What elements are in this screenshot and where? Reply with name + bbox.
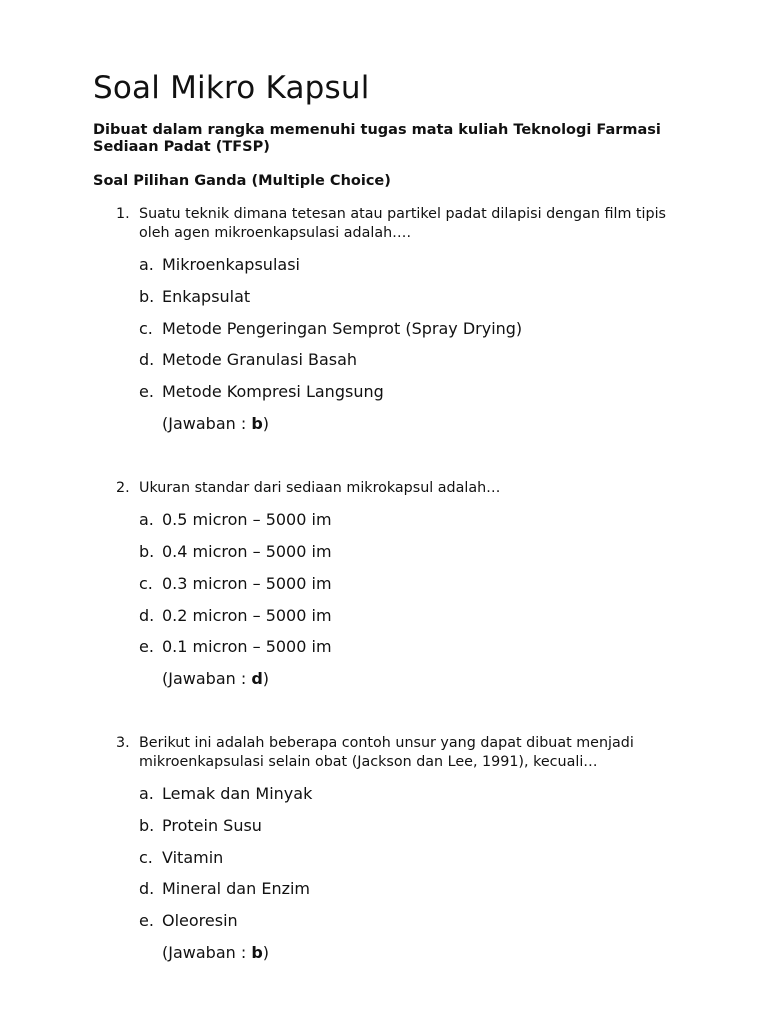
option-text: 0.2 micron – 5000 im — [162, 606, 332, 625]
option-text: Mikroenkapsulasi — [162, 255, 300, 274]
option-letter: d. — [139, 350, 155, 369]
option-letter: b. — [139, 287, 155, 306]
answer-key: d — [251, 669, 263, 688]
question-number: 3. — [116, 735, 130, 751]
option-letter: b. — [139, 816, 155, 835]
answer-suffix: ) — [262, 669, 270, 688]
option-text: Metode Kompresi Langsung — [162, 382, 384, 401]
option-letter: c. — [139, 574, 153, 593]
option-letter: a. — [139, 784, 154, 803]
option-text: Lemak dan Minyak — [162, 784, 313, 803]
option-letter: e. — [139, 637, 154, 656]
option-text: 0.4 micron – 5000 im — [162, 542, 332, 561]
question-text: Suatu teknik dimana tetesan atau partikel padat dilapisi dengan film tipis oleh agen mikroenkapsulasi adalah…. — [139, 206, 666, 241]
section-heading: Soal Pilihan Ganda (Multiple Choice) — [93, 173, 391, 189]
answer-line — [162, 415, 269, 433]
option-text: Oleoresin — [162, 911, 238, 930]
option-text: Metode Pengeringan Semprot (Spray Drying) — [162, 319, 523, 338]
option-text: 0.1 micron – 5000 im — [162, 637, 332, 656]
answer-suffix: ) — [262, 943, 270, 962]
answer-line — [162, 944, 269, 962]
option-text: Mineral dan Enzim — [162, 879, 311, 898]
answer-prefix: (Jawaban : — [162, 943, 252, 962]
option-text: Protein Susu — [162, 816, 262, 835]
answer-key: b — [251, 414, 263, 433]
option-letter: a. — [139, 255, 154, 274]
option-text: 0.5 micron – 5000 im — [162, 510, 332, 529]
document-title: Soal Mikro Kapsul — [93, 70, 370, 106]
question-text: Ukuran standar dari sediaan mikrokapsul adalah… — [139, 480, 501, 496]
option-letter: d. — [139, 879, 155, 898]
option-letter: c. — [139, 319, 153, 338]
answer-prefix: (Jawaban : — [162, 414, 252, 433]
answer-suffix: ) — [262, 414, 270, 433]
option-text: Vitamin — [162, 848, 224, 867]
option-text: Enkapsulat — [162, 287, 251, 306]
question-text: Berikut ini adalah beberapa contoh unsur yang dapat dibuat menjadi mikroenkapsulasi selain obat (Jackson dan Lee, 1991), kecuali… — [139, 735, 634, 770]
option-letter: c. — [139, 848, 153, 867]
option-text: 0.3 micron – 5000 im — [162, 574, 332, 593]
question-number: 2. — [116, 480, 130, 496]
answer-key: b — [251, 943, 263, 962]
option-letter: a. — [139, 510, 154, 529]
option-letter: e. — [139, 382, 154, 401]
option-letter: b. — [139, 542, 155, 561]
option-letter: d. — [139, 606, 155, 625]
document-subtitle: Dibuat dalam rangka memenuhi tugas mata kuliah Teknologi Farmasi Sediaan Padat (TFSP) — [93, 122, 661, 155]
answer-line — [162, 670, 269, 688]
answer-prefix: (Jawaban : — [162, 669, 252, 688]
option-text: Metode Granulasi Basah — [162, 350, 358, 369]
question-number: 1. — [116, 206, 130, 222]
option-letter: e. — [139, 911, 154, 930]
